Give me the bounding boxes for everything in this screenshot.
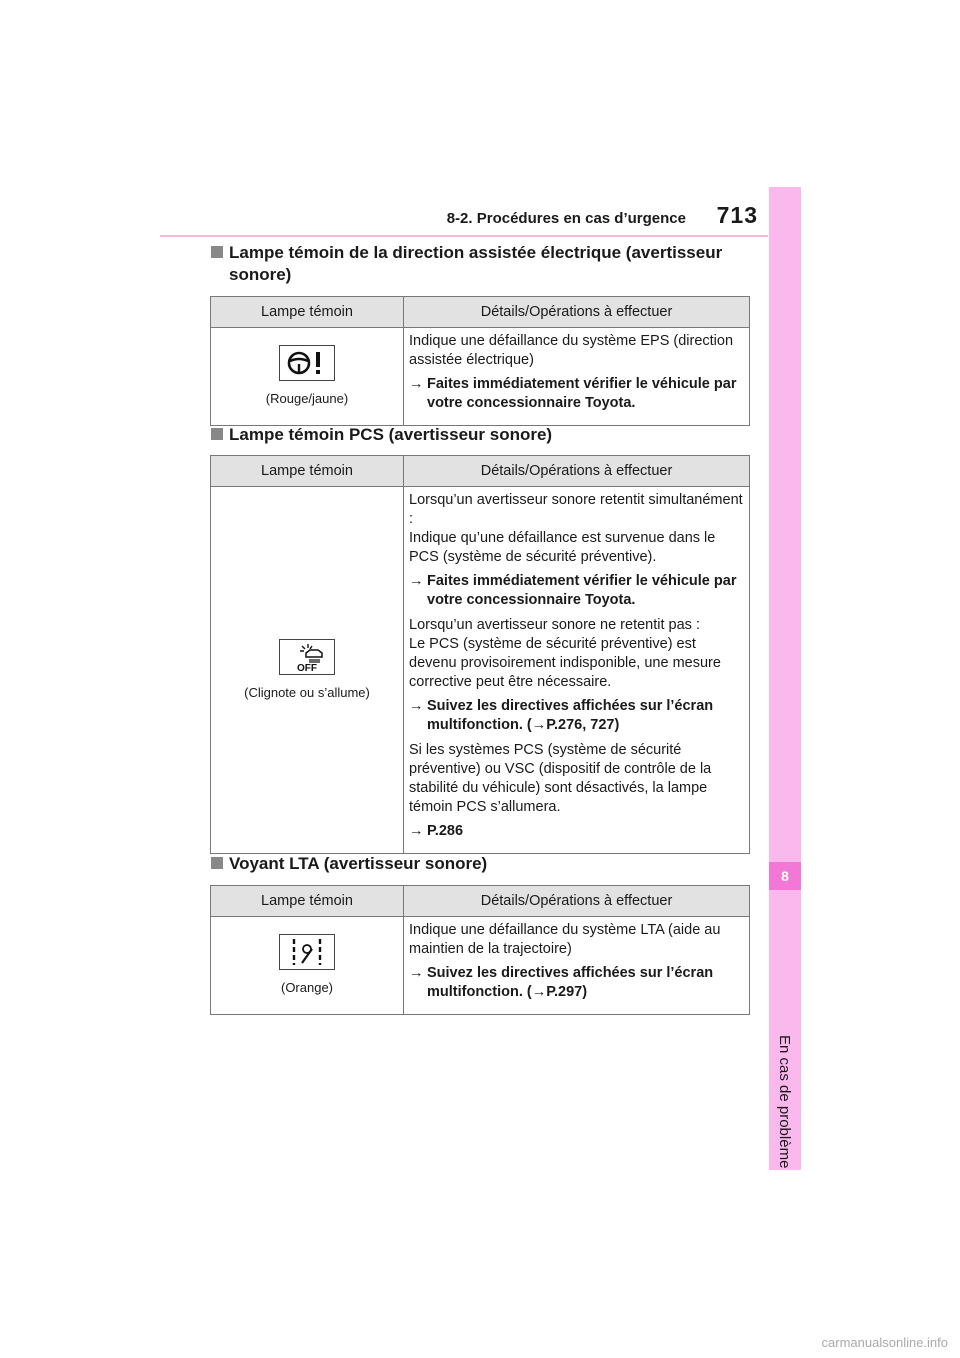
table-row: OFF (Clignote ou s’allume) Lorsqu’un avertisseur sonore retentit simultanément : Indique qu’une défaillance est survenue dans le PCS (système de sécurité préventive). → Faites immédiatement vérifier le véhicule par votre concessionnaire Toyota. Lorsqu’un avertisseur sonore ne retentit pas : Le PCS (système de sécurité préventive) est devenu provisoirement indisponible, une mesure corrective peut être nécessaire. → Suivez les directives affichées sur l’écran multifonction. (→P.276, 727) Si les systèmes PCS (système de sécurité préventive) ou VSC (dispositif de contrôle de la stabilité du véhicule) sont désactivés, la lampe témoin PCS s’allumera. → P.286 [211, 487, 750, 854]
square-bullet-icon [211, 428, 223, 440]
svg-text:OFF: OFF [297, 662, 317, 674]
lamp-color-caption: (Orange) [280, 980, 334, 995]
section-title: 8-2. Procédures en cas d’urgence [446, 210, 686, 227]
column-header-lamp: Lampe témoin [211, 297, 404, 328]
column-header-details: Détails/Opérations à effectuer [404, 297, 750, 328]
lta-warning-table [210, 885, 750, 1015]
lta-lane-icon [279, 934, 335, 970]
chapter-number: 8 [769, 862, 801, 890]
lamp-color-caption: (Rouge/jaune) [265, 391, 349, 406]
section-heading-lta: Voyant LTA (avertisseur sonore) [211, 853, 487, 875]
page-header [160, 202, 768, 237]
square-bullet-icon [211, 246, 223, 258]
square-bullet-icon [211, 857, 223, 869]
table-header-row [211, 886, 750, 917]
column-header-lamp: Lampe témoin [211, 886, 404, 917]
eps-steering-warning-icon [279, 345, 335, 381]
lamp-color-caption: (Clignote ou s’allume) [244, 684, 370, 700]
column-header-details: Détails/Opérations à effectuer [404, 456, 750, 487]
watermark: carmanualsonline.info [821, 1335, 948, 1350]
arrow-icon: → [409, 965, 424, 981]
section-heading-pcs: Lampe témoin PCS (avertisseur sonore) [211, 424, 552, 446]
eps-warning-table [210, 296, 750, 426]
chapter-side-tab [769, 187, 801, 1170]
table-header-row [211, 456, 750, 487]
page-number: 713 [716, 202, 758, 228]
arrow-icon: → [409, 573, 424, 589]
pcs-warning-table [210, 455, 750, 854]
chapter-title: En cas de problème [776, 1035, 793, 1169]
arrow-icon: → [409, 376, 424, 392]
section-heading-eps: Lampe témoin de la direction assistée électrique (avertisseur sonore) [211, 242, 722, 286]
arrow-icon: → [409, 698, 424, 714]
column-header-lamp: Lampe témoin [211, 456, 404, 487]
pcs-off-icon [279, 639, 335, 675]
table-row: (Orange) Indique une défaillance du système LTA (aide au maintien de la trajectoire) → Suivez les directives affichées sur l’écran multifonction. (→P.297) [211, 917, 750, 1015]
column-header-details: Détails/Opérations à effectuer [404, 886, 750, 917]
arrow-icon: → [409, 823, 424, 839]
table-row: (Rouge/jaune) Indique une défaillance du système EPS (direction assistée électrique) → Faites immédiatement vérifier le véhicule par votre concessionnaire Toyota. [211, 328, 750, 426]
table-header-row [211, 297, 750, 328]
